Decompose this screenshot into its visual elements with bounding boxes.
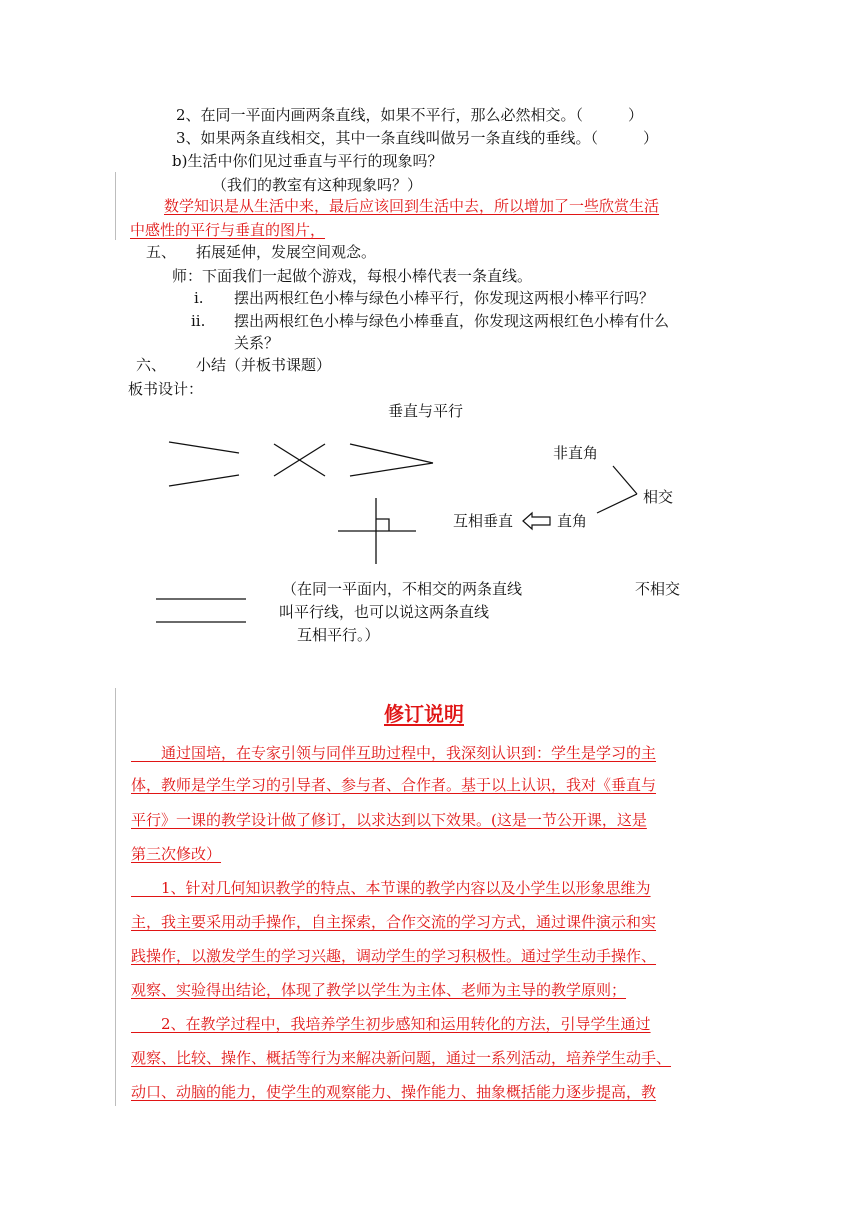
label-mutually-perpendicular: 互相垂直 xyxy=(453,512,514,530)
item-i-number: i. xyxy=(194,289,204,307)
converging-line-lower xyxy=(169,475,239,486)
revision-p1-line3: 平行》一课的教学设计做了修订，以求达到以下效果。(这是一节公开课，这是 xyxy=(131,811,647,829)
board-design-label: 板书设计： xyxy=(128,380,204,398)
right-angle-marker xyxy=(376,519,389,531)
revision-p1-line2: 体，教师是学生学习的引导者、参与者、合作者。基于以上认识，我对《垂直与 xyxy=(131,776,657,794)
label-non-right-angle: 非直角 xyxy=(553,444,599,462)
question-2: 2、在同一平面内画两条直线，如果不平行，那么必然相交。（ ） xyxy=(176,106,644,124)
item-i-text: 摆出两根红色小棒与绿色小棒平行，你发现这两根小棒平行吗？ xyxy=(234,289,655,307)
teacher-instruction: 师：下面我们一起做个游戏，每根小棒代表一条直线。 xyxy=(172,267,533,285)
bracket-lower xyxy=(597,494,637,513)
meeting-line-lower xyxy=(350,463,433,476)
question-b: b)生活中你们见过垂直与平行的现象吗？ xyxy=(172,152,443,170)
section-6-title: 小结（并板书课题） xyxy=(196,356,332,374)
revision-p1-line4: 第三次修改） xyxy=(131,845,222,863)
revision-comment-line1: 数学知识是从生活中来，最后应该回到生活中去，所以增加了一些欣赏生活 xyxy=(164,197,660,215)
revision-p2-line3: 践操作，以激发学生的学习兴趣，调动学生的学习积极性。通过学生动手操作、 xyxy=(131,947,657,965)
revision-p2-line1: 1、针对几何知识教学的特点、本节课的教学内容以及小学生以形象思维为 xyxy=(131,879,651,897)
question-b-sub: （我们的教室有这种现象吗？） xyxy=(212,176,423,194)
parallel-definition-line1: （在同一平面内，不相交的两条直线 xyxy=(282,580,523,598)
parallel-definition-line3: 互相平行。） xyxy=(297,626,380,644)
item-ii-number: ii. xyxy=(191,312,206,330)
parallel-definition-line2: 叫平行线，也可以说这两条直线 xyxy=(279,603,490,621)
revision-p3-line1: 2、在教学过程中，我培养学生初步感知和运用转化的方法，引导学生通过 xyxy=(131,1015,651,1033)
item-ii-text-line2: 关系？ xyxy=(234,334,280,352)
item-ii-text-line1: 摆出两根红色小棒与绿色小棒垂直，你发现这两根红色小棒有什么 xyxy=(234,312,670,330)
revision-p1-line1: 通过国培，在专家引领与同伴互助过程中，我深刻认识到：学生是学习的主 xyxy=(131,744,657,762)
revision-p2-line2: 主，我主要采用动手操作，自主探索，合作交流的学习方式，通过课件演示和实 xyxy=(131,913,657,931)
label-intersect: 相交 xyxy=(643,488,674,506)
label-not-intersect: 不相交 xyxy=(635,580,681,598)
revision-p2-line4: 观察、实验得出结论，体现了教学以学生为主体、老师为主导的教学原则； xyxy=(131,981,627,999)
section-5-number: 五、 xyxy=(146,243,177,261)
bracket-upper xyxy=(613,466,637,494)
revision-p3-line2: 观察、比较、操作、概括等行为来解决新问题，通过一系列活动，培养学生动手、 xyxy=(131,1049,672,1067)
revision-title: 修订说明 xyxy=(384,702,464,726)
section-6-number: 六、 xyxy=(136,356,167,374)
meeting-line-upper xyxy=(350,444,433,463)
revision-comment-line2: 中感性的平行与垂直的图片， xyxy=(130,221,326,239)
question-3: 3、如果两条直线相交，其中一条直线叫做另一条直线的垂线。（ ） xyxy=(176,129,659,147)
board-title: 垂直与平行 xyxy=(388,402,464,420)
hollow-arrow-icon xyxy=(523,513,550,529)
converging-line-upper xyxy=(169,442,239,453)
section-5-title: 拓展延伸，发展空间观念。 xyxy=(196,243,377,261)
revision-p3-line3: 动口、动脑的能力，使学生的观察能力、操作能力、抽象概括能力逐步提高，教 xyxy=(131,1083,657,1101)
label-right-angle: 直角 xyxy=(557,512,588,530)
